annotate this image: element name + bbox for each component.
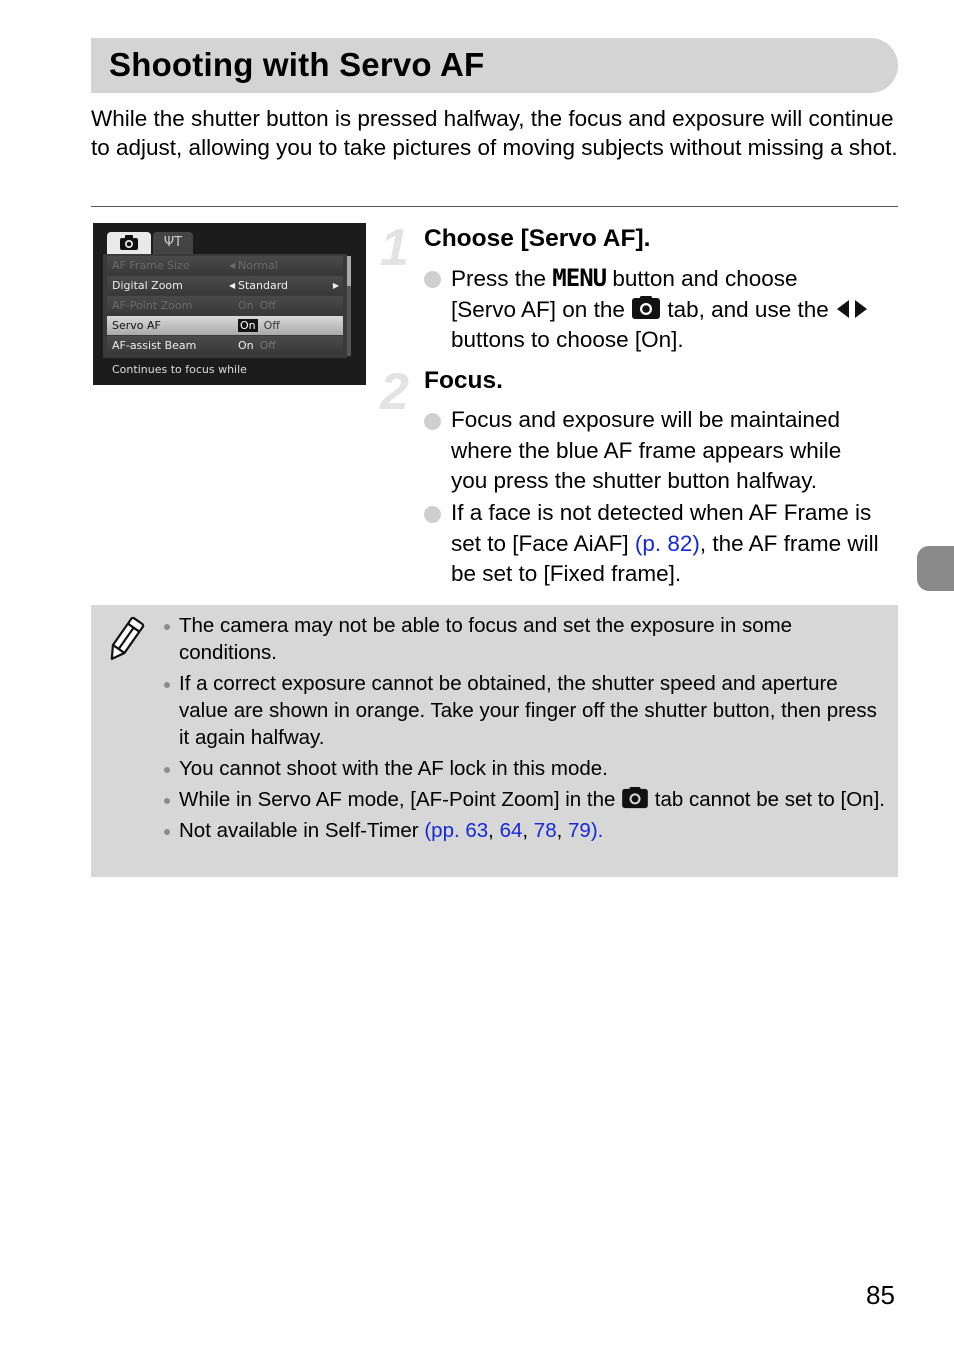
page-link-82[interactable]: (p. 82)	[634, 530, 700, 556]
arrow-right-icon: ▶	[332, 281, 339, 290]
menu-row-value	[238, 336, 276, 355]
text-fragment: ,	[556, 819, 569, 842]
menu-list	[103, 254, 347, 358]
menu-row-value: Normal	[238, 259, 278, 272]
text-fragment: tab cannot be set to [On].	[649, 788, 885, 811]
left-right-arrows-icon	[835, 298, 869, 320]
menu-row-label: AF Frame Size	[112, 259, 190, 272]
text-fragment: Press the	[451, 266, 553, 291]
arrow-left-icon: ◀	[229, 261, 236, 270]
note-item: The camera may not be able to focus and set the exposure in some conditions.	[161, 612, 891, 666]
page-link-64[interactable]: 64	[499, 819, 523, 842]
text-fragment: button and choose	[606, 266, 798, 291]
shooting-tab	[107, 232, 151, 254]
option-on: On	[240, 319, 256, 332]
note-item: You cannot shoot with the AF lock in this mode.	[161, 755, 891, 782]
text-fragment: [Servo AF] on the	[451, 296, 632, 322]
menu-row-value	[238, 316, 280, 335]
bullet-text	[451, 263, 898, 356]
chapter-side-tab	[917, 546, 954, 591]
bullet-dot	[424, 506, 441, 523]
setup-tab: ΨT	[153, 232, 193, 254]
menu-row-label: Digital Zoom	[112, 279, 183, 292]
note-item	[161, 786, 891, 813]
bullet-dot	[424, 271, 441, 288]
notes-list	[161, 612, 891, 848]
text-fragment: Not available in Self-Timer	[179, 819, 425, 842]
page-link-63[interactable]: (pp. 63	[424, 819, 489, 842]
menu-row-af-point-zoom	[107, 296, 343, 315]
menu-row-label: AF-assist Beam	[112, 339, 197, 352]
text-fragment: ,	[488, 819, 500, 842]
step-2-bullet-2	[424, 498, 898, 590]
page-number: 85	[866, 1280, 895, 1310]
menu-row-af-frame-size	[107, 256, 343, 275]
camera-icon	[107, 232, 151, 254]
step-2-bullet-1	[424, 405, 874, 497]
step-number-2: 2	[380, 363, 409, 421]
menu-row-value	[238, 296, 276, 315]
text-fragment: , the AF frame will be set to [Fixed frame].	[451, 530, 879, 586]
text-fragment: buttons to choose [On].	[451, 327, 684, 352]
text-fragment: If a face is not detected when AF Frame is set to [Face AiAF]	[451, 500, 872, 556]
title-bar	[91, 38, 898, 93]
menu-row-label: AF-Point Zoom	[112, 299, 193, 312]
intro-paragraph: While the shutter button is pressed halfway, the focus and exposure will continue to adjust, allowing you to take pictures of moving subjects without missing a shot.	[91, 106, 898, 160]
divider	[91, 206, 898, 207]
bullet-dot	[424, 413, 441, 430]
menu-row-servo-af	[107, 316, 343, 335]
option-off: Off	[259, 339, 276, 352]
note-item	[161, 817, 891, 844]
step-title-2: Focus.	[424, 367, 503, 394]
menu-row-af-assist-beam	[107, 336, 343, 355]
option-off: Off	[259, 299, 276, 312]
menu-button-word: MENU	[552, 264, 607, 292]
notes-box	[91, 605, 898, 877]
menu-footer-hint: Continues to focus while	[112, 363, 247, 376]
step-title-1: Choose [Servo AF].	[424, 225, 651, 252]
page-title: Shooting with Servo AF	[109, 46, 485, 83]
option-off: Off	[263, 319, 280, 332]
camera-menu-screenshot	[93, 223, 366, 385]
text-fragment: ,	[522, 819, 534, 842]
option-on: On	[238, 299, 254, 312]
camera-icon	[631, 296, 661, 320]
pencil-icon	[105, 615, 145, 665]
arrow-left-icon: ◀	[229, 281, 236, 290]
text-fragment: While in Servo AF mode, [AF-Point Zoom] in the	[179, 788, 622, 811]
bullet-text	[451, 498, 898, 590]
step-1-bullet	[424, 263, 898, 356]
note-item: If a correct exposure cannot be obtained, the shutter speed and aperture value are shown in orange. Take your finger off the shutter button, then press it again halfway.	[161, 670, 891, 751]
page-link-78[interactable]: 78	[533, 819, 557, 842]
menu-row-value: Standard	[238, 279, 289, 292]
option-on: On	[238, 339, 254, 352]
text-fragment: tab, and use the	[661, 296, 835, 322]
camera-icon	[621, 787, 649, 809]
menu-row-digital-zoom	[107, 276, 343, 295]
bullet-text: Focus and exposure will be maintained where the blue AF frame appears while you press the shutter button halfway.	[451, 407, 842, 493]
menu-scrollbar	[347, 256, 351, 356]
page-link-79[interactable]: 79)	[568, 819, 598, 842]
menu-row-label: Servo AF	[112, 319, 161, 332]
text-fragment: .	[597, 819, 604, 842]
step-number-1: 1	[380, 219, 409, 277]
